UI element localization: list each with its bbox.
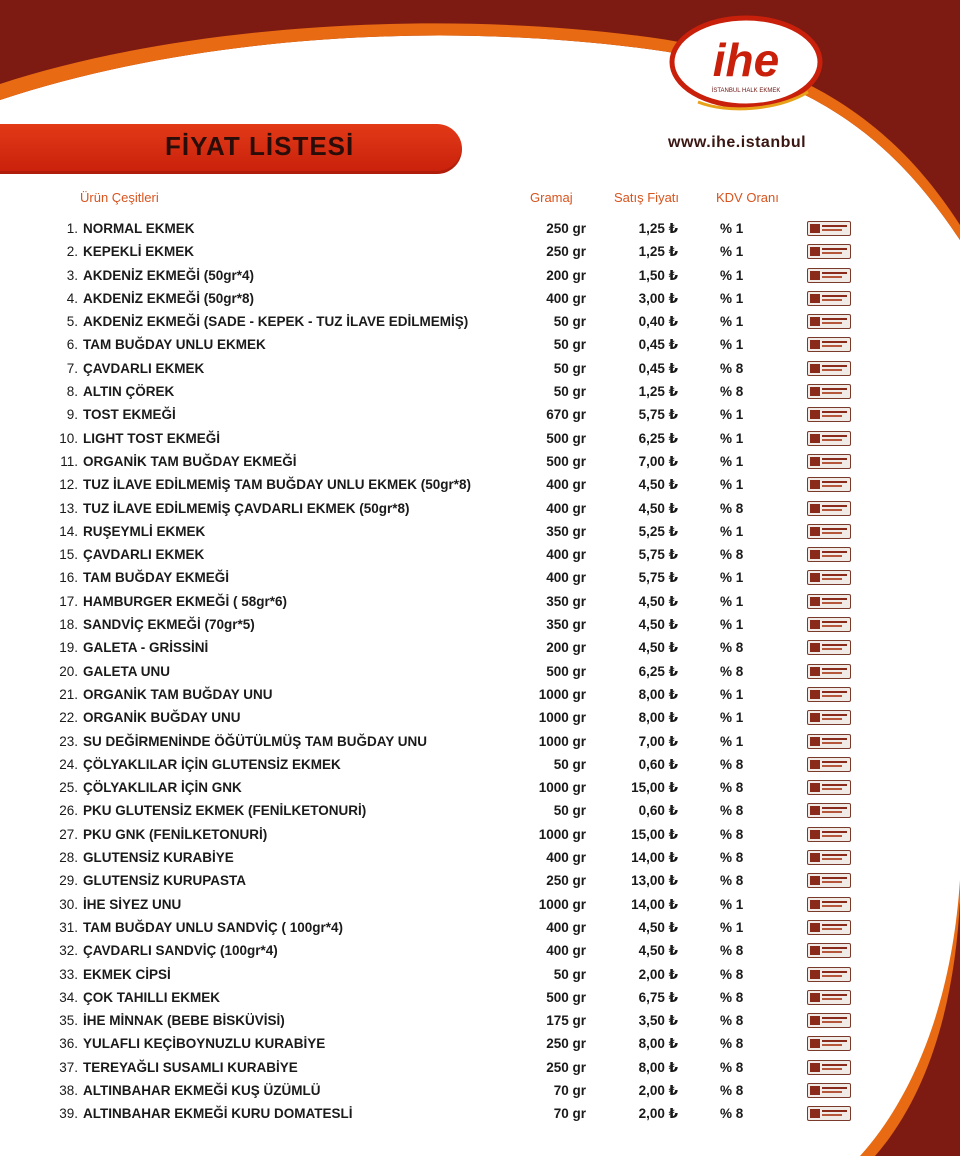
product-vat: % 8 — [720, 500, 744, 516]
product-name: ORGANİK TAM BUĞDAY EKMEĞİ — [83, 453, 297, 469]
column-header-vat: KDV Oranı — [716, 190, 779, 205]
product-vat: % 8 — [720, 640, 744, 656]
halk-ekmek-badge-icon — [807, 477, 851, 492]
logo-text: ihe — [712, 34, 780, 86]
product-vat: % 8 — [720, 1036, 744, 1052]
row-number: 5. — [66, 314, 78, 330]
product-vat: % 8 — [720, 547, 744, 563]
table-row — [0, 288, 960, 311]
row-number: 24. — [59, 756, 78, 772]
product-price: 1,25 ₺ — [638, 244, 678, 260]
row-number: 7. — [66, 360, 78, 376]
row-number: 21. — [59, 686, 78, 702]
table-row — [0, 428, 960, 451]
product-name: GALETA UNU — [83, 663, 170, 679]
product-price: 4,50 ₺ — [638, 593, 678, 609]
table-row — [0, 824, 960, 847]
row-number: 16. — [59, 570, 78, 586]
product-vat: % 8 — [720, 826, 744, 842]
product-name: LIGHT TOST EKMEĞİ — [83, 430, 221, 446]
product-price: 4,50 ₺ — [638, 617, 678, 633]
product-vat: % 1 — [720, 244, 744, 260]
halk-ekmek-badge-icon — [807, 990, 851, 1005]
product-name: ÇÖLYAKLILAR İÇİN GNK — [83, 780, 242, 796]
product-name: ÇOK TAHILLI EKMEK — [83, 989, 220, 1005]
table-row — [0, 1010, 960, 1033]
product-price: 2,00 ₺ — [638, 966, 678, 982]
product-price: 5,75 ₺ — [638, 547, 678, 563]
product-weight: 175 gr — [546, 1013, 586, 1029]
halk-ekmek-badge-icon — [807, 407, 851, 422]
halk-ekmek-badge-icon — [807, 1083, 851, 1098]
halk-ekmek-badge-icon — [807, 827, 851, 842]
product-price: 0,45 ₺ — [638, 360, 678, 376]
product-weight: 50 gr — [553, 756, 586, 772]
product-vat: % 1 — [720, 896, 744, 912]
product-weight: 200 gr — [546, 267, 586, 283]
table-row — [0, 451, 960, 474]
product-weight: 250 gr — [546, 873, 586, 889]
product-price: 2,00 ₺ — [638, 1082, 678, 1098]
product-vat: % 8 — [720, 384, 744, 400]
product-weight: 500 gr — [546, 663, 586, 679]
product-price: 2,00 ₺ — [638, 1106, 678, 1122]
halk-ekmek-badge-icon — [807, 547, 851, 562]
product-name: ALTIN ÇÖREK — [83, 384, 175, 400]
column-header-product: Ürün Çeşitleri — [80, 190, 159, 205]
table-row — [0, 358, 960, 381]
product-name: ORGANİK TAM BUĞDAY UNU — [83, 686, 273, 702]
table-row — [0, 544, 960, 567]
product-weight: 200 gr — [546, 640, 586, 656]
halk-ekmek-badge-icon — [807, 291, 851, 306]
product-price: 15,00 ₺ — [631, 780, 678, 796]
product-price: 1,25 ₺ — [638, 221, 678, 236]
product-vat: % 8 — [720, 966, 744, 982]
row-number: 20. — [59, 663, 78, 679]
product-vat: % 1 — [720, 617, 744, 633]
row-number: 29. — [59, 873, 78, 889]
product-weight: 400 gr — [546, 850, 586, 866]
row-number: 10. — [59, 430, 78, 446]
product-price: 6,25 ₺ — [638, 663, 678, 679]
product-price: 14,00 ₺ — [631, 896, 678, 912]
product-vat: % 1 — [720, 733, 744, 749]
row-number: 36. — [59, 1036, 78, 1052]
product-price: 0,45 ₺ — [638, 337, 678, 353]
product-weight: 670 gr — [546, 407, 586, 423]
product-vat: % 8 — [720, 1082, 744, 1098]
table-row — [0, 847, 960, 870]
product-price: 4,50 ₺ — [638, 500, 678, 516]
product-vat: % 8 — [720, 943, 744, 959]
product-name: PKU GNK (FENİLKETONURİ) — [83, 826, 268, 842]
table-row — [0, 684, 960, 707]
halk-ekmek-badge-icon — [807, 640, 851, 655]
product-vat: % 1 — [720, 593, 744, 609]
product-name: RUŞEYMLİ EKMEK — [83, 523, 206, 539]
product-price: 7,00 ₺ — [638, 453, 678, 469]
product-vat: % 1 — [720, 430, 744, 446]
product-vat: % 8 — [720, 1106, 744, 1122]
product-weight: 250 gr — [546, 221, 586, 236]
product-weight: 50 gr — [553, 337, 586, 353]
table-row — [0, 754, 960, 777]
halk-ekmek-badge-icon — [807, 268, 851, 283]
row-number: 4. — [66, 290, 78, 306]
halk-ekmek-badge-icon — [807, 1106, 851, 1121]
product-vat: % 8 — [720, 663, 744, 679]
product-name: GALETA - GRİSSİNİ — [83, 640, 209, 656]
product-weight: 250 gr — [546, 1059, 586, 1075]
table-row — [0, 334, 960, 357]
halk-ekmek-badge-icon — [807, 897, 851, 912]
product-price: 4,50 ₺ — [638, 919, 678, 935]
product-weight: 1000 gr — [538, 710, 586, 726]
halk-ekmek-badge-icon — [807, 920, 851, 935]
table-row — [0, 614, 960, 637]
product-weight: 500 gr — [546, 989, 586, 1005]
product-weight: 500 gr — [546, 430, 586, 446]
product-weight: 1000 gr — [538, 826, 586, 842]
product-name: TUZ İLAVE EDİLMEMİŞ TAM BUĞDAY UNLU EKMEK (50gr*8) — [83, 477, 472, 493]
halk-ekmek-badge-icon — [807, 710, 851, 725]
halk-ekmek-badge-icon — [807, 664, 851, 679]
halk-ekmek-badge-icon — [807, 850, 851, 865]
product-price: 6,25 ₺ — [638, 430, 678, 446]
row-number: 15. — [59, 547, 78, 563]
row-number: 3. — [66, 267, 78, 283]
table-row — [0, 241, 960, 264]
product-price: 15,00 ₺ — [631, 826, 678, 842]
product-vat: % 1 — [720, 314, 744, 330]
product-price: 0,40 ₺ — [638, 314, 678, 330]
table-row — [0, 311, 960, 334]
product-vat: % 1 — [720, 290, 744, 306]
page-title: FİYAT LİSTESİ — [165, 131, 355, 161]
halk-ekmek-badge-icon — [807, 570, 851, 585]
product-vat: % 1 — [720, 686, 744, 702]
product-weight: 50 gr — [553, 384, 586, 400]
price-table — [0, 218, 960, 1127]
product-price: 0,60 ₺ — [638, 803, 678, 819]
halk-ekmek-badge-icon — [807, 361, 851, 376]
table-row — [0, 637, 960, 660]
product-vat: % 8 — [720, 989, 744, 1005]
halk-ekmek-badge-icon — [807, 757, 851, 772]
product-vat: % 1 — [720, 570, 744, 586]
product-name: TUZ İLAVE EDİLMEMİŞ ÇAVDARLI EKMEK (50gr*8) — [83, 500, 410, 516]
product-weight: 400 gr — [546, 290, 586, 306]
product-name: EKMEK CİPSİ — [83, 966, 171, 982]
product-weight: 250 gr — [546, 1036, 586, 1052]
product-vat: % 1 — [720, 267, 744, 283]
product-vat: % 1 — [720, 407, 744, 423]
product-vat: % 8 — [720, 756, 744, 772]
ihe-logo — [668, 10, 828, 120]
halk-ekmek-badge-icon — [807, 943, 851, 958]
table-row — [0, 498, 960, 521]
product-name: HAMBURGER EKMEĞİ ( 58gr*6) — [83, 593, 288, 609]
product-name: NORMAL EKMEK — [83, 221, 195, 236]
halk-ekmek-badge-icon — [807, 314, 851, 329]
table-row — [0, 1057, 960, 1080]
product-name: TAM BUĞDAY EKMEĞİ — [83, 570, 230, 586]
product-name: İHE SİYEZ UNU — [83, 896, 182, 912]
table-row — [0, 474, 960, 497]
product-name: AKDENİZ EKMEĞİ (50gr*8) — [83, 290, 255, 306]
row-number: 17. — [59, 593, 78, 609]
product-vat: % 1 — [720, 221, 744, 236]
product-price: 14,00 ₺ — [631, 850, 678, 866]
halk-ekmek-badge-icon — [807, 431, 851, 446]
table-row — [0, 404, 960, 427]
product-name: ÇÖLYAKLILAR İÇİN GLUTENSİZ EKMEK — [83, 756, 341, 772]
product-name: PKU GLUTENSİZ EKMEK (FENİLKETONURİ) — [83, 803, 367, 819]
product-name: ORGANİK BUĞDAY UNU — [83, 710, 241, 726]
product-weight: 350 gr — [546, 617, 586, 633]
product-price: 1,50 ₺ — [638, 267, 678, 283]
halk-ekmek-badge-icon — [807, 734, 851, 749]
halk-ekmek-badge-icon — [807, 1060, 851, 1075]
product-weight: 1000 gr — [538, 780, 586, 796]
website-url: www.ihe.istanbul — [668, 134, 807, 151]
product-vat: % 8 — [720, 1013, 744, 1029]
row-number: 13. — [59, 500, 78, 516]
table-row — [0, 870, 960, 893]
halk-ekmek-badge-icon — [807, 337, 851, 352]
halk-ekmek-badge-icon — [807, 501, 851, 516]
halk-ekmek-badge-icon — [807, 617, 851, 632]
halk-ekmek-badge-icon — [807, 454, 851, 469]
product-weight: 350 gr — [546, 593, 586, 609]
table-row — [0, 987, 960, 1010]
product-vat: % 8 — [720, 780, 744, 796]
halk-ekmek-badge-icon — [807, 1036, 851, 1051]
product-name: ALTINBAHAR EKMEĞİ KUŞ ÜZÜMLÜ — [83, 1082, 321, 1098]
row-number: 9. — [66, 407, 78, 423]
table-row — [0, 800, 960, 823]
row-number: 6. — [66, 337, 78, 353]
product-name: TAM BUĞDAY UNLU EKMEK — [83, 337, 266, 353]
product-weight: 350 gr — [546, 523, 586, 539]
product-vat: % 1 — [720, 919, 744, 935]
table-row — [0, 661, 960, 684]
row-number: 1. — [66, 221, 78, 236]
product-weight: 50 gr — [553, 803, 586, 819]
table-row — [0, 567, 960, 590]
halk-ekmek-badge-icon — [807, 803, 851, 818]
product-vat: % 8 — [720, 803, 744, 819]
product-price: 4,50 ₺ — [638, 640, 678, 656]
product-weight: 50 gr — [553, 314, 586, 330]
product-name: AKDENİZ EKMEĞİ (50gr*4) — [83, 267, 255, 283]
product-name: TAM BUĞDAY UNLU SANDVİÇ ( 100gr*4) — [83, 919, 344, 935]
product-weight: 1000 gr — [538, 896, 586, 912]
row-number: 11. — [60, 453, 78, 469]
product-vat: % 1 — [720, 523, 744, 539]
table-row — [0, 731, 960, 754]
row-number: 19. — [59, 640, 78, 656]
product-name: ÇAVDARLI SANDVİÇ (100gr*4) — [83, 943, 278, 959]
row-number: 22. — [59, 710, 78, 726]
product-name: TEREYAĞLI SUSAMLI KURABİYE — [83, 1059, 298, 1075]
row-number: 25. — [59, 780, 78, 796]
table-row — [0, 381, 960, 404]
product-price: 0,60 ₺ — [638, 756, 678, 772]
row-number: 31. — [59, 919, 78, 935]
product-price: 5,75 ₺ — [638, 407, 678, 423]
product-weight: 1000 gr — [538, 733, 586, 749]
product-price: 8,00 ₺ — [638, 710, 678, 726]
product-weight: 400 gr — [546, 500, 586, 516]
halk-ekmek-badge-icon — [807, 594, 851, 609]
halk-ekmek-badge-icon — [807, 967, 851, 982]
product-weight: 400 gr — [546, 919, 586, 935]
table-row — [0, 777, 960, 800]
column-header-price: Satış Fiyatı — [614, 190, 680, 205]
product-price: 5,25 ₺ — [638, 523, 678, 539]
product-price: 8,00 ₺ — [638, 1059, 678, 1075]
product-price: 3,50 ₺ — [638, 1013, 678, 1029]
row-number: 14. — [59, 523, 78, 539]
halk-ekmek-badge-icon — [807, 384, 851, 399]
table-row — [0, 964, 960, 987]
table-row — [0, 1033, 960, 1056]
product-vat: % 1 — [720, 337, 744, 353]
halk-ekmek-badge-icon — [807, 524, 851, 539]
product-vat: % 8 — [720, 873, 744, 889]
product-name: ALTINBAHAR EKMEĞİ KURU DOMATESLİ — [83, 1106, 353, 1122]
halk-ekmek-badge-icon — [807, 244, 851, 259]
product-weight: 50 gr — [553, 966, 586, 982]
halk-ekmek-badge-icon — [807, 873, 851, 888]
product-price: 3,00 ₺ — [638, 290, 678, 306]
product-weight: 1000 gr — [538, 686, 586, 702]
halk-ekmek-badge-icon — [807, 221, 851, 236]
row-number: 35. — [59, 1013, 78, 1029]
row-number: 39. — [59, 1106, 78, 1122]
table-row — [0, 1080, 960, 1103]
table-row — [0, 917, 960, 940]
product-price: 13,00 ₺ — [631, 873, 678, 889]
product-price: 7,00 ₺ — [638, 733, 678, 749]
product-price: 6,75 ₺ — [638, 989, 678, 1005]
product-price: 4,50 ₺ — [638, 477, 678, 493]
product-name: İHE MİNNAK (BEBE BİSKÜVİSİ) — [83, 1013, 285, 1029]
logo-subtitle: İSTANBUL HALK EKMEK — [711, 88, 781, 94]
table-row — [0, 265, 960, 288]
row-number: 32. — [59, 943, 78, 959]
product-vat: % 8 — [720, 1059, 744, 1075]
table-row — [0, 894, 960, 917]
product-name: YULAFLI KEÇİBOYNUZLU KURABİYE — [83, 1036, 326, 1052]
table-row — [0, 707, 960, 730]
row-number: 2. — [66, 244, 78, 260]
row-number: 8. — [66, 384, 78, 400]
row-number: 23. — [59, 733, 78, 749]
product-name: ÇAVDARLI EKMEK — [83, 547, 205, 563]
product-name: ÇAVDARLI EKMEK — [83, 360, 205, 376]
product-vat: % 1 — [720, 453, 744, 469]
table-row — [0, 940, 960, 963]
product-weight: 400 gr — [546, 943, 586, 959]
product-weight: 50 gr — [553, 360, 586, 376]
product-vat: % 1 — [720, 477, 744, 493]
product-price: 1,25 ₺ — [638, 384, 678, 400]
product-name: KEPEKLİ EKMEK — [83, 244, 195, 260]
product-vat: % 8 — [720, 850, 744, 866]
row-number: 26. — [59, 803, 78, 819]
product-name: GLUTENSİZ KURUPASTA — [83, 873, 246, 889]
product-weight: 500 gr — [546, 453, 586, 469]
product-name: SU DEĞİRMENİNDE ÖĞÜTÜLMÜŞ TAM BUĞDAY UNU — [83, 733, 428, 749]
product-weight: 400 gr — [546, 547, 586, 563]
row-number: 12. — [59, 477, 78, 493]
product-name: TOST EKMEĞİ — [83, 407, 176, 423]
table-row — [0, 218, 960, 241]
row-number: 34. — [59, 989, 78, 1005]
row-number: 38. — [59, 1082, 78, 1098]
product-price: 5,75 ₺ — [638, 570, 678, 586]
table-row — [0, 1103, 960, 1126]
product-price: 4,50 ₺ — [638, 943, 678, 959]
table-row — [0, 591, 960, 614]
product-vat: % 1 — [720, 710, 744, 726]
product-name: SANDVİÇ EKMEĞİ (70gr*5) — [83, 617, 255, 633]
column-header-weight: Gramaj — [530, 190, 573, 205]
halk-ekmek-badge-icon — [807, 687, 851, 702]
product-weight: 400 gr — [546, 570, 586, 586]
table-row — [0, 521, 960, 544]
row-number: 28. — [59, 850, 78, 866]
product-weight: 250 gr — [546, 244, 586, 260]
row-number: 30. — [59, 896, 78, 912]
product-name: AKDENİZ EKMEĞİ (SADE - KEPEK - TUZ İLAVE EDİLMEMİŞ) — [83, 314, 469, 330]
halk-ekmek-badge-icon — [807, 1013, 851, 1028]
product-weight: 70 gr — [553, 1106, 586, 1122]
row-number: 18. — [59, 617, 78, 633]
row-number: 33. — [59, 966, 78, 982]
halk-ekmek-badge-icon — [807, 780, 851, 795]
row-number: 27. — [59, 826, 78, 842]
product-weight: 400 gr — [546, 477, 586, 493]
product-price: 8,00 ₺ — [638, 1036, 678, 1052]
product-price: 8,00 ₺ — [638, 686, 678, 702]
product-vat: % 8 — [720, 360, 744, 376]
product-name: GLUTENSİZ KURABİYE — [83, 850, 234, 866]
product-weight: 70 gr — [553, 1082, 586, 1098]
row-number: 37. — [59, 1059, 78, 1075]
